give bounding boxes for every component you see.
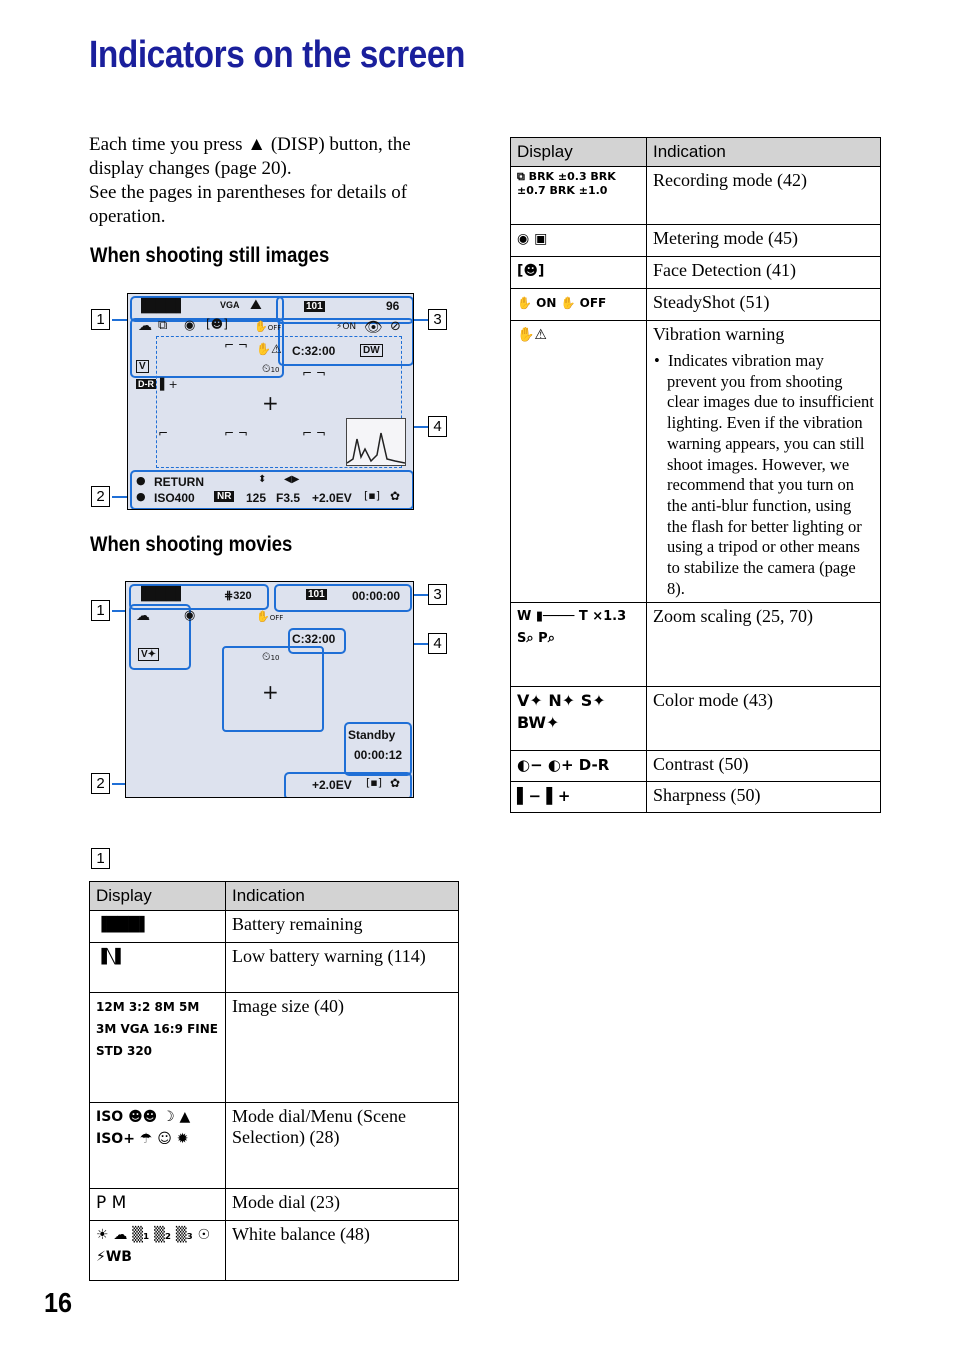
table-row: ☀ ☁ ▒₁ ▒₂ ▒₃ ☉ ⚡WB White balance (48) bbox=[90, 1221, 459, 1281]
flash-off-icon: ⊘ bbox=[390, 319, 401, 334]
movie-clock: C:32:00 bbox=[292, 632, 336, 646]
right-indicator-table bbox=[510, 137, 881, 813]
intro-text bbox=[89, 133, 459, 229]
movie-rec-time: 00:00:00 bbox=[352, 589, 401, 603]
sharpness-icon: ▌+ bbox=[160, 378, 178, 391]
macro-icon: ✿ bbox=[390, 489, 401, 503]
redeye-icon: 👁 bbox=[364, 318, 384, 336]
movie-focus-cross-icon: + bbox=[262, 680, 279, 704]
intro-line-1: Each time you press ▲ (DISP) button, the display changes (page 20). bbox=[89, 134, 411, 179]
callout-4: 4 bbox=[428, 416, 447, 437]
movie-image-size: ⋕320 bbox=[224, 590, 252, 602]
page-number: 16 bbox=[44, 1287, 73, 1318]
histogram bbox=[346, 418, 406, 466]
table-row: 12M 3:2 8M 5M 3M VGA 16:9 FINE STD 320 Image size (40) bbox=[90, 993, 459, 1103]
table-row: ⧉ BRK ±0.3 BRK ±0.7 BRK ±1.0 Recording mode (42) bbox=[511, 167, 881, 225]
shutter-speed: 125 bbox=[246, 491, 267, 505]
callout-1: 1 bbox=[91, 309, 110, 330]
folder-number: 101 bbox=[306, 301, 323, 312]
shots-remaining: 96 bbox=[386, 299, 400, 313]
wb-cloudy-icon: ☁ bbox=[138, 318, 152, 334]
movie-folder: 101 bbox=[308, 589, 325, 600]
vibration-warning-icon: ✋⚠ bbox=[256, 342, 282, 356]
table-row: V✦ N✦ S✦ BW✦ Color mode (43) bbox=[511, 687, 881, 751]
vibration-warning-label: Vibration warning bbox=[653, 324, 785, 344]
selftimer-icon: ⏲10 bbox=[262, 362, 280, 375]
nr-icon: NR bbox=[214, 491, 234, 502]
exposure-value: +2.0EV bbox=[312, 491, 352, 505]
table-row: ◐− ◐+ D-R Contrast (50) bbox=[511, 751, 881, 782]
recording-mode-icon: ⧉ bbox=[158, 318, 168, 333]
image-size: VGA bbox=[220, 300, 240, 310]
table-row: ISO ☻☻ ☽ ▲ ISO+ ☂ ☺ ✹ Mode dial/Menu (Scene Selection) (28) bbox=[90, 1103, 459, 1189]
header-display: Display bbox=[90, 882, 226, 911]
movie-callout-4: 4 bbox=[428, 633, 447, 654]
section-marker: 1 bbox=[91, 848, 110, 869]
movie-af-icon: [▪] bbox=[366, 776, 383, 789]
scene-mode-icons: ISO ☻☻ ☽ ▲ ISO+ ☂ ☺ ✹ bbox=[90, 1103, 226, 1189]
contrast-icons: ◐− ◐+ D-R bbox=[511, 751, 647, 782]
zoom-scaling-icons: W ▮──── T ×1.3 S⌕ P⌕ bbox=[511, 603, 647, 687]
landscape-icon: ⛰ bbox=[250, 297, 262, 313]
af-area-icon: [▪] bbox=[364, 489, 381, 502]
mode-dial-icons: P M bbox=[90, 1189, 226, 1221]
callout-3: 3 bbox=[428, 309, 447, 330]
metering-icon: ◉ bbox=[184, 318, 196, 333]
aperture: F3.5 bbox=[276, 491, 301, 505]
table-row bbox=[511, 321, 881, 603]
table-row: W ▮──── T ×1.3 S⌕ P⌕ Zoom scaling (25, 70) bbox=[511, 603, 881, 687]
steadyshot-icons: ✋ ON ✋ OFF bbox=[511, 289, 647, 321]
table-row: ◉ ▣ Metering mode (45) bbox=[511, 225, 881, 257]
low-battery-icon: ▐╲▌ bbox=[90, 943, 226, 993]
face-detection-icon: [☻] bbox=[511, 257, 647, 289]
movie-metering-icon: ◉ bbox=[184, 608, 196, 623]
sharpness-icons: ▌− ▌+ bbox=[511, 782, 647, 813]
battery-icon: ▐███▌ bbox=[136, 299, 186, 314]
table-row: [☻] Face Detection (41) bbox=[511, 257, 881, 289]
movie-macro-icon: ✿ bbox=[390, 776, 401, 790]
table-row: ▌− ▌+ Sharpness (50) bbox=[511, 782, 881, 813]
header-indication: Indication bbox=[226, 882, 459, 911]
table-header bbox=[511, 138, 881, 167]
color-mode-icons: V✦ N✦ S✦ BW✦ bbox=[511, 687, 647, 751]
metering-mode-icons: ◉ ▣ bbox=[511, 225, 647, 257]
movie-callout-3: 3 bbox=[428, 584, 447, 605]
movie-battery-icon: ▐███▌ bbox=[136, 587, 186, 602]
movie-heading: When shooting movies bbox=[90, 533, 293, 556]
still-heading: When shooting still images bbox=[90, 244, 330, 267]
table-row: ▐╲▌ Low battery warning (114) bbox=[90, 943, 459, 993]
return-label: RETURN bbox=[154, 475, 204, 489]
header-indication: Indication bbox=[647, 138, 881, 167]
clock-remaining: C:32:00 bbox=[292, 344, 336, 358]
focus-cross-icon: + bbox=[262, 391, 279, 415]
image-size-icons: 12M 3:2 8M 5M 3M VGA 16:9 FINE STD 320 bbox=[90, 993, 226, 1103]
table-row: ✋ ON ✋ OFF SteadyShot (51) bbox=[511, 289, 881, 321]
face-detect-icon: [☻] bbox=[206, 317, 228, 331]
movie-selftimer-icon: ⏲10 bbox=[262, 650, 280, 663]
page-title: Indicators on the screen bbox=[89, 34, 465, 76]
contrast-icon: D-R bbox=[138, 379, 154, 389]
recording-mode-icons: ⧉ BRK ±0.3 BRK ±0.7 BRK ±1.0 bbox=[511, 167, 647, 225]
iso-value: ISO400 bbox=[154, 491, 195, 505]
table-header bbox=[90, 882, 459, 911]
movie-wb-icon: ☁ bbox=[136, 608, 150, 624]
standby-label: Standby bbox=[348, 728, 396, 742]
left-indicator-table bbox=[89, 881, 459, 1281]
movie-exposure-value: +2.0EV bbox=[312, 778, 352, 792]
movie-color-mode-icon: V✦ bbox=[138, 648, 159, 661]
table-row: P M Mode dial (23) bbox=[90, 1189, 459, 1221]
header-display: Display bbox=[511, 138, 647, 167]
color-mode-icon: V bbox=[136, 360, 149, 373]
battery-remaining-icon: ▐███▌ bbox=[90, 911, 226, 943]
movie-steadyshot-icon: ✋OFF bbox=[256, 610, 284, 623]
table-row: ▐███▌ Battery remaining bbox=[90, 911, 459, 943]
vibration-warning-note: • Indicates vibration may prevent you from shooting clear images due to insufficient lighting. Even if the vibration warning appears, you can still shoot images. However, we recommend that you turn on the anti-blur function, using the flash for better lighting or using a tripod or other means to stabilize the camera (page 8). bbox=[654, 351, 874, 598]
standby-time: 00:00:12 bbox=[354, 748, 403, 762]
movie-screen bbox=[125, 581, 414, 798]
flash-on-icon: ⚡ON bbox=[336, 322, 357, 332]
movie-callout-1: 1 bbox=[91, 600, 110, 621]
intro-line-2: See the pages in parentheses for details of operation. bbox=[89, 182, 408, 227]
vibration-warning-icon: ✋⚠ bbox=[511, 321, 647, 603]
callout-2: 2 bbox=[91, 486, 110, 507]
still-screen: ▐███▌ VGA ⛰ 101 96 ☁ ⧉ ◉ [☻] ✋OFF ⚡ON 👁 ⊘ ✋⚠ C:32:00 DW V ⏲10 D-R ▌+ ⌐ ¬ ⌐ ¬ ⌐ ¬ ⌐ ¬ ⌐ + ● RETURN ⬍ ◀▶ ● ISO400 NR 125 F3.5 +2.0EV [▪] ✿ bbox=[127, 293, 414, 510]
white-balance-icons: ☀ ☁ ▒₁ ▒₂ ▒₃ ☉ ⚡WB bbox=[90, 1221, 226, 1281]
dro-icon: DW bbox=[360, 344, 383, 357]
steadyshot-icon: ✋OFF bbox=[254, 320, 282, 333]
movie-callout-2: 2 bbox=[91, 773, 110, 794]
